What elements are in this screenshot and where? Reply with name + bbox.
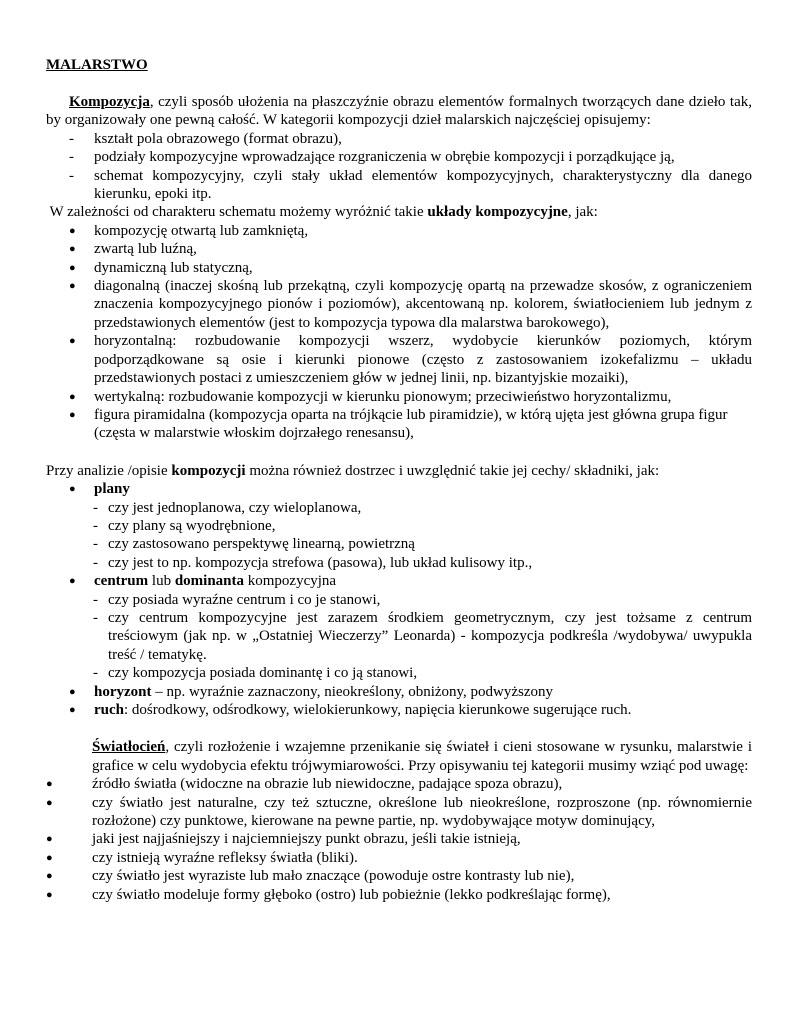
dash-marker: - — [69, 130, 74, 147]
list-item: ● źródło światła (widoczne na obrazie lub niewidoczne, padające spoza obrazu), — [46, 776, 563, 793]
list-item: ● jaki jest najjaśniejszy i najciemniejszy punkt obrazu, jeśli takie istnieją, — [46, 831, 521, 848]
list-item: - schemat kompozycyjny, czyli stały układ elementów kompozycyjnych, charakterystyczny dla danego kierunku, epoki itp. — [69, 167, 752, 203]
swiatlocien-term: Światłocień — [92, 739, 166, 756]
bullet-icon: ● — [69, 483, 76, 496]
list-item: ● kompozycję otwartą lub zamkniętą, — [69, 222, 309, 239]
bullet-icon: ● — [46, 851, 53, 864]
uklady-intro: W zależności od charakteru schematu możemy wyróżnić takie układy kompozycyjne, jak: — [46, 204, 598, 221]
dash-marker: - — [69, 149, 74, 166]
list-item: ● figura piramidalna (kompozycja oparta na trójkącie lub piramidzie), w którą ujęta jest główna grupa figur (częsta w malarstwie włoskim dojrzałego renesansu), — [69, 406, 728, 442]
list-item: ● diagonalną (inaczej skośną lub przekątną, czyli kompozycję opartą na przewadze skosów, z ograniczeniem znaczenia kompozycyjnego pionów i poziomów), akcentowaną np. kolorem, światłocieniem lub jednym z przedstawionych elementów (jest to kompozycja typowa dla malarstwa barokowego), — [69, 278, 752, 331]
dash-marker: - — [93, 609, 98, 626]
list-item-ruch: ● ruch: dośrodkowy, odśrodkowy, wielokierunkowy, napięcia kierunkowe sugerujące ruch. — [69, 702, 632, 718]
list-item: - czy zastosowano perspektywę linearną, powietrzną — [93, 536, 415, 553]
list-item: - podziały kompozycyjne wprowadzające rozgraniczenia w obrębie kompozycji i porządkujące ją, — [69, 149, 675, 166]
document-page — [46, 56, 752, 904]
bullet-icon: ● — [46, 888, 53, 901]
bullet-icon: ● — [69, 261, 76, 274]
dash-marker: - — [93, 591, 98, 608]
bullet-icon: ● — [69, 280, 76, 293]
bullet-icon: ● — [46, 778, 53, 791]
bullet-icon: ● — [69, 243, 76, 256]
list-item: ● dynamiczną lub statyczną, — [69, 259, 253, 276]
bullet-icon: ● — [46, 833, 53, 846]
bullet-icon: ● — [46, 796, 53, 809]
kompozycja-intro — [46, 93, 752, 130]
document-title: MALARSTWO — [46, 57, 148, 73]
list-item: ● czy światło jest wyraziste lub mało znaczące (powoduje ostre kontrasty lub nie), — [46, 868, 575, 885]
bullet-icon: ● — [69, 408, 76, 421]
list-item: - czy plany są wyodrębnione, — [93, 517, 276, 534]
list-item: - czy centrum kompozycyjne jest zarazem środkiem geometrycznym, czy jest tożsame z centrum treściowym (jak np. w „Ostatniej Wieczerzy” Leonarda) - kompozycja podkreśla /wydobywa/ uwypukla treść / tematykę. — [93, 609, 752, 663]
list-item-plany: ● plany — [69, 481, 130, 498]
list-item: ● zwartą lub luźną, — [69, 241, 197, 258]
list-item: ● wertykalną: rozbudowanie kompozycji w kierunku pionowym; przeciwieństwo horyzontalizmu, — [69, 388, 672, 405]
bullet-icon: ● — [69, 685, 76, 698]
dash-marker: - — [93, 499, 98, 516]
dash-marker: - — [93, 554, 98, 571]
swiatlocien-intro: Światłocień, czyli rozłożenie i wzajemne przenikanie się świateł i cieni stosowane w rysunku, malarstwie i grafice w celu wydobycia efektu trójwymiarowości. Przy opisywaniu tej kategorii musimy wziąć pod uwagę: — [92, 739, 752, 774]
bullet-icon: ● — [69, 390, 76, 403]
dash-marker: - — [93, 517, 98, 534]
list-item: - czy kompozycja posiada dominantę i co ją stanowi, — [93, 665, 418, 682]
list-item: - kształt pola obrazowego (format obrazu), — [69, 130, 342, 147]
dash-marker: - — [93, 536, 98, 553]
list-item: ● horyzontalną: rozbudowanie kompozycji wszerz, wydobycie kierunków poziomych, którym podporządkowane są osie i kierunki pionowe (często z zastosowaniem izokefalizmu – układu przedstawionych postaci z umieszczeniem głów w jednej linii, np. bizantyjskie mozaiki), — [69, 333, 752, 387]
kompozycja-term: Kompozycja — [69, 94, 150, 110]
list-item: - czy posiada wyraźne centrum i co je stanowi, — [93, 591, 381, 608]
dash-marker: - — [69, 167, 74, 184]
list-item: - czy jest jednoplanowa, czy wieloplanowa, — [93, 499, 362, 516]
list-item: ● czy światło jest naturalne, czy też sztuczne, określone lub nieokreślone, rozproszone (np. równomiernie rozłożone) czy punktowe, kierowane na pewne partie, np. wydobywające motyw dominujący, — [46, 794, 752, 830]
analiza-intro: Przy analizie /opisie kompozycji można również dostrzec i uwzględnić takie jej cechy/ składniki, jak: — [46, 462, 660, 479]
bullet-icon: ● — [46, 870, 53, 883]
list-item: - czy jest to np. kompozycja strefowa (pasowa), lub układ kulisowy itp., — [93, 554, 533, 571]
bullet-icon: ● — [69, 335, 76, 348]
kompozycja-intro-text: , czyli sposób ułożenia na płaszczyźnie obrazu elementów formalnych tworzących dane dzieło tak, by organizowały one pewną całość. W kategorii kompozycji dzieł malarskich najczęściej opisujemy: — [46, 94, 752, 129]
list-item-horyzont: ● horyzont – np. wyraźnie zaznaczony, nieokreślony, obniżony, podwyższony — [69, 683, 554, 700]
dash-marker: - — [93, 665, 98, 682]
bullet-icon: ● — [69, 224, 76, 237]
bullet-icon: ● — [69, 575, 76, 588]
list-item-centrum: ● centrum lub dominanta kompozycyjna — [69, 573, 337, 590]
list-item: ● czy istnieją wyraźne refleksy światła (bliki). — [46, 849, 358, 866]
list-item: ● czy światło modeluje formy głęboko (ostro) lub pobieżnie (lekko podkreślając formę), — [46, 886, 611, 903]
bullet-icon: ● — [69, 704, 76, 716]
